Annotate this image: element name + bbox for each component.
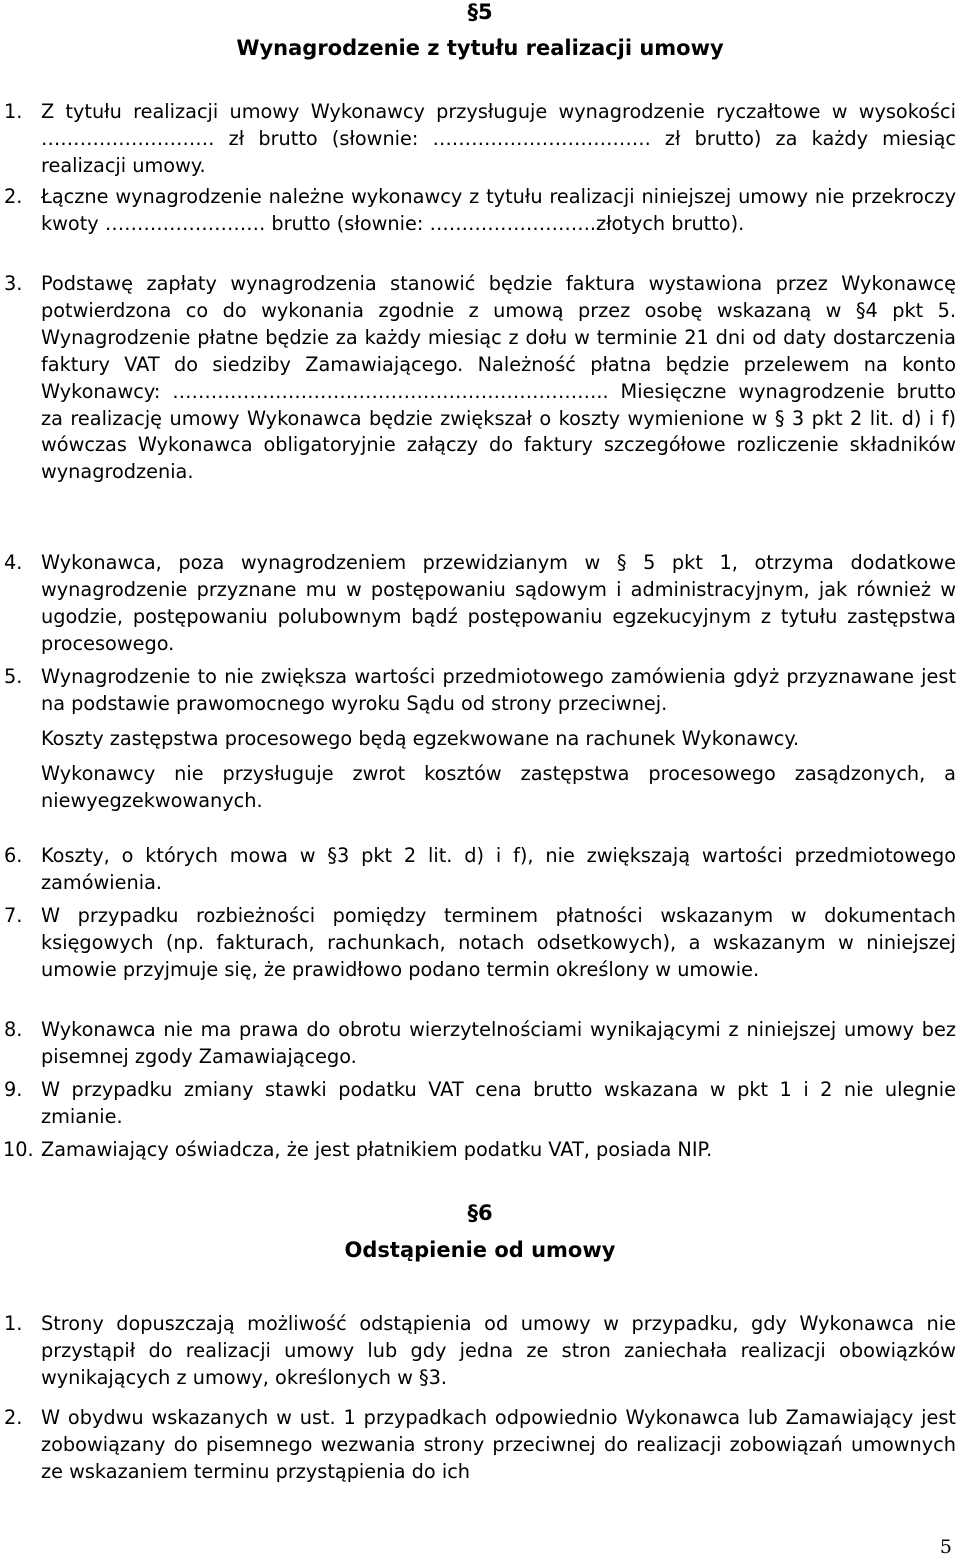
item-text: Łączne wynagrodzenie należne wykonawcy z tytułu realizacji niniejszej umowy nie przekroczy kwoty ……………………. brutto (słownie: ……………………..złotych brutto).: [41, 185, 956, 235]
item-text: Podstawę zapłaty wynagrodzenia stanowić będzie faktura wystawiona przez Wykonawcę potwierdzona co do wykonania zgodnie z umową przez osobę wskazaną w §4 pkt 5. Wynagrodzenie płatne będzie za każdy miesiąc z dołu w terminie 21 dni od daty dostarczenia faktury VAT do siedziby Zamawiającego. Należność płatna będzie przelewem na konto Wykonawcy: ………………………………………………………….. Miesięczne wynagrodzenie brutto za realizację umowy Wykonawca będzie zwiększał o koszty wymienione w § 3 pkt 2 lit. d) i f) wówczas Wykonawca obligatoryjnie załączy do faktury szczegółowe rozliczenie składników wynagrodzenia.: [41, 272, 956, 484]
item-text: Wykonawca, poza wynagrodzeniem przewidzianym w § 5 pkt 1, otrzyma dodatkowe wynagrodzenie przyznane mu w postępowaniu sądowym i administracyjnym, jak również w ugodzie, postępowaniu polubownym bądź postępowaniu egzekucyjnym z tytułu zastępstwa procesowego.: [41, 551, 956, 655]
s5-item-5: [0, 664, 960, 815]
item-number: 9.: [4, 1078, 23, 1101]
item-number: 4.: [4, 551, 23, 574]
s5-item-6: [0, 843, 960, 897]
s5-item-2: [0, 184, 960, 238]
s6-item-1: [0, 1311, 960, 1392]
item-text: Koszty zastępstwa procesowego będą egzekwowane na rachunek Wykonawcy.: [41, 726, 800, 750]
item-text: Zamawiający oświadcza, że jest płatnikiem podatku VAT, posiada NIP.: [41, 1138, 713, 1161]
s5-item-9: [0, 1077, 960, 1131]
s5-item-4: [0, 550, 960, 658]
item-text: Z tytułu realizacji umowy Wykonawcy przysługuje wynagrodzenie ryczałtowe w wysokości ……………………… zł brutto (słownie: ……………………………. zł brutto) za każdy miesiąc realizacji umowy.: [41, 100, 956, 177]
item-number: 3.: [4, 272, 23, 295]
section-5-title: Wynagrodzenie z tytułu realizacji umowy: [236, 36, 724, 60]
s5-item-10: [0, 1137, 960, 1164]
item-number: 1.: [4, 100, 23, 123]
s5-item-8: [0, 1017, 960, 1071]
section-6-title: Odstąpienie od umowy: [344, 1238, 616, 1262]
item-number: 8.: [4, 1018, 23, 1041]
item-text: W przypadku zmiany stawki podatku VAT cena brutto wskazana w pkt 1 i 2 nie ulegnie zmianie.: [41, 1078, 956, 1128]
item-number: 2.: [4, 1406, 23, 1429]
page-number: 5: [939, 1536, 952, 1558]
item-number: 1.: [4, 1312, 23, 1335]
item-number: 5.: [4, 665, 23, 688]
item-text: W przypadku rozbieżności pomiędzy terminem płatności wskazanym w dokumentach księgowych (np. fakturach, rachunkach, notach odsetkowych), a wskazanym w niniejszej umowie przyjmuje się, że prawidłowo podano termin określony w umowie.: [41, 904, 956, 981]
s6-item-2: [0, 1405, 960, 1486]
item-number: 10.: [3, 1138, 34, 1161]
item-text: Koszty, o których mowa w §3 pkt 2 lit. d) i f), nie zwiększają wartości przedmiotowego zamówienia.: [41, 844, 956, 894]
s5-item-1: [0, 99, 960, 180]
section-5-number: §5: [467, 0, 493, 24]
item-number: 7.: [4, 904, 23, 927]
s5-item-3: [0, 271, 960, 486]
section-6-number: §6: [467, 1201, 493, 1225]
item-text: Wynagrodzenie to nie zwiększa wartości przedmiotowego zamówienia gdyż przyznawane jest na podstawie prawomocnego wyroku Sądu od strony przeciwnej.: [41, 665, 956, 715]
item-number: 2.: [4, 185, 23, 208]
item-number: 6.: [4, 844, 23, 867]
item-text: Wykonawcy nie przysługuje zwrot kosztów zastępstwa procesowego zasądzonych, a niewyegzekwowanych.: [41, 761, 956, 812]
item-text: W obydwu wskazanych w ust. 1 przypadkach odpowiednio Wykonawca lub Zamawiający jest zobowiązany do pisemnego wezwania strony przeciwnej do realizacji zobowiązań umownych ze wskazaniem terminu przystąpienia do ich: [41, 1406, 956, 1483]
s5-item-7: [0, 903, 960, 984]
item-text: Strony dopuszczają możliwość odstąpienia od umowy w przypadku, gdy Wykonawca nie przystąpił do realizacji umowy lub gdy jedna ze stron zaniechała realizacji obowiązków wynikających z umowy, określonych w §3.: [41, 1312, 956, 1389]
item-text: Wykonawca nie ma prawa do obrotu wierzytelnościami wynikającymi z niniejszej umowy bez pisemnej zgody Zamawiającego.: [41, 1018, 956, 1068]
